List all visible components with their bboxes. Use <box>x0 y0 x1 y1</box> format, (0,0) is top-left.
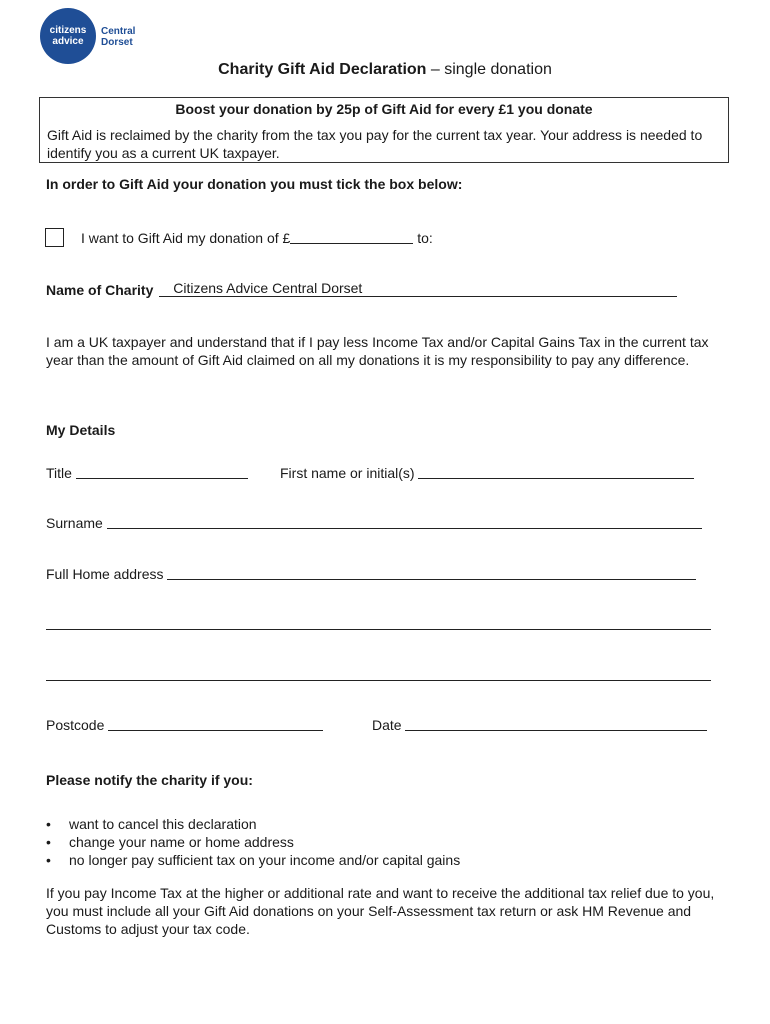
info-box-body: Gift Aid is reclaimed by the charity from the tax you pay for the current tax year. Your address is needed to identify you as a current UK taxpayer. <box>47 127 703 161</box>
firstname-row <box>280 463 694 482</box>
charity-name-row <box>46 281 675 299</box>
address-field-line3[interactable] <box>46 680 711 681</box>
page-title-rest: – single donation <box>426 61 552 78</box>
logo-text-central: Central <box>101 26 136 37</box>
donation-label: I want to Gift Aid my donation of £ <box>81 230 291 246</box>
postcode-label: Postcode <box>46 717 105 733</box>
surname-row <box>46 513 702 532</box>
address-label: Full Home address <box>46 566 164 582</box>
gift-aid-info-box <box>39 97 729 163</box>
page-title-bold: Charity Gift Aid Declaration <box>218 61 427 78</box>
postcode-field[interactable] <box>108 716 323 731</box>
donation-amount-field[interactable] <box>290 229 413 244</box>
logo-text-citizens: citizens <box>49 25 87 36</box>
address-field-line1[interactable] <box>167 565 696 580</box>
tick-instruction: In order to Gift Aid your donation you must tick the box below: <box>46 176 463 192</box>
donation-line <box>81 228 433 247</box>
notify-list <box>46 815 460 869</box>
postcode-row <box>46 715 323 734</box>
notify-heading: Please notify the charity if you: <box>46 772 253 788</box>
firstname-field[interactable] <box>418 464 694 479</box>
logo-branch-name <box>101 26 135 48</box>
address-row <box>46 564 696 583</box>
taxpayer-statement: I am a UK taxpayer and understand that if I pay less Income Tax and/or Capital Gains Tax in the current tax year than the amount of Gift Aid claimed on all my donations it is my responsibility to pay any difference. <box>46 334 709 368</box>
logo-text-dorset: Dorset <box>101 37 133 48</box>
address-field-line2[interactable] <box>46 629 711 630</box>
title-row <box>46 463 248 482</box>
title-field[interactable] <box>76 464 248 479</box>
charity-name-label: Name of Charity <box>46 282 154 298</box>
surname-field[interactable] <box>107 514 702 529</box>
donation-label-after: to: <box>413 230 433 246</box>
charity-name-field[interactable] <box>159 282 677 297</box>
date-row <box>372 715 707 734</box>
charity-name-value: Citizens Advice Central Dorset <box>173 280 363 296</box>
citizens-advice-logo <box>40 8 96 64</box>
surname-label: Surname <box>46 515 103 531</box>
my-details-heading: My Details <box>46 422 116 438</box>
date-field[interactable] <box>405 716 707 731</box>
date-label: Date <box>372 717 402 733</box>
gift-aid-checkbox[interactable] <box>45 228 64 247</box>
list-item: • change your name or home address <box>46 833 460 851</box>
page-title <box>0 61 770 79</box>
list-item: • no longer pay sufficient tax on your income and/or capital gains <box>46 851 460 869</box>
list-item: • want to cancel this declaration <box>46 815 460 833</box>
higher-rate-note: If you pay Income Tax at the higher or additional rate and want to receive the additional tax relief due to you, you must include all your Gift Aid donations on your Self-Assessment tax return or ask HM Revenue and Customs to adjust your tax code. <box>46 885 715 937</box>
logo-text-advice: advice <box>52 36 84 47</box>
info-box-heading: Boost your donation by 25p of Gift Aid for every £1 you donate <box>175 101 593 117</box>
firstname-label: First name or initial(s) <box>280 465 415 481</box>
title-label: Title <box>46 465 72 481</box>
